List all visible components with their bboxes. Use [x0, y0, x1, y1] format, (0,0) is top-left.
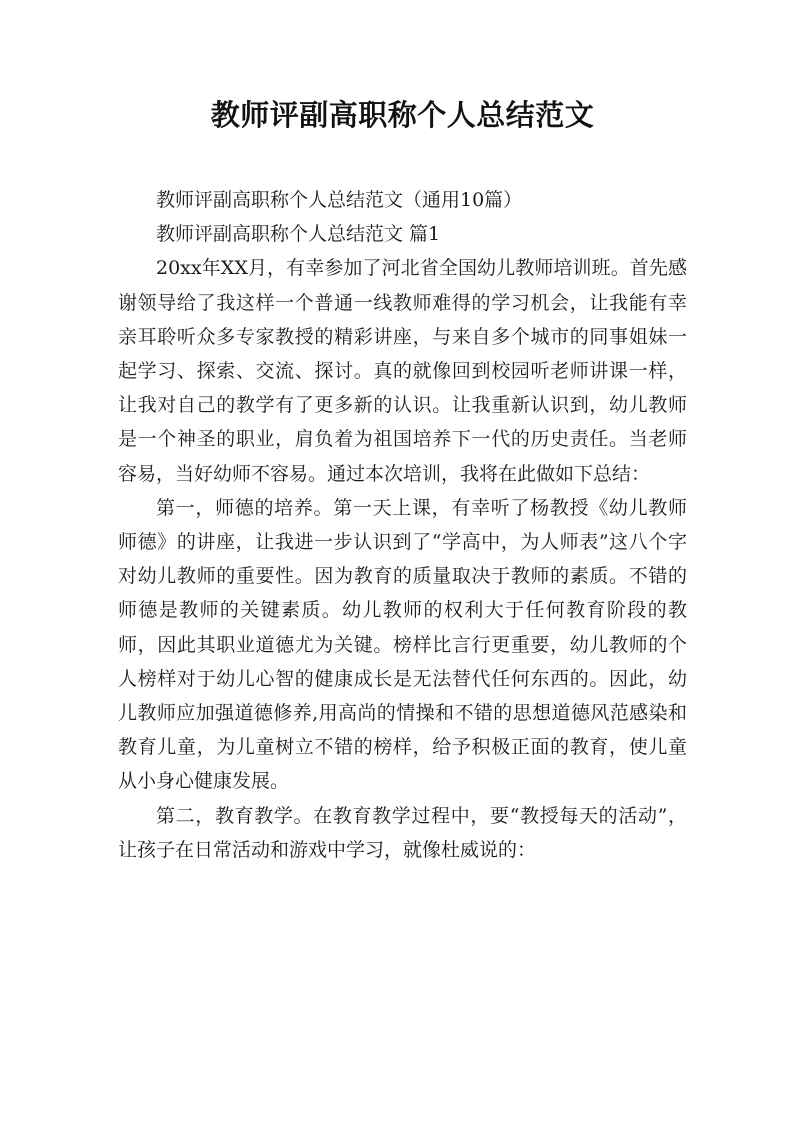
body-paragraph: 第二，教育教学。在教育教学过程中，要“教授每天的活动”，让孩子在日常活动和游戏中学习，就像杜威说的：: [118, 804, 687, 861]
subtitle-paragraph: 教师评副高职称个人总结范文（通用10篇）: [156, 189, 523, 211]
section-heading-paragraph: 教师评副高职称个人总结范文 篇1: [156, 223, 441, 246]
document-title: 教师评副高职称个人总结范文: [210, 98, 595, 132]
document-body: [118, 183, 687, 867]
body-paragraph: 20xx年XX月，有幸参加了河北省全国幼儿教师培训班。首先感谢领导给了我这样一个普通一线教师难得的学习机会，让我能有幸亲耳聆听众多专家教授的精彩讲座，与来自多个城市的同事姐妹一起学习、探索、交流、探讨。真的就像回到校园听老师讲课一样，让我对自己的教学有了更多新的认识。让我重新认识到，幼儿教师是一个神圣的职业，肩负着为祖国培养下一代的历史责任。当老师容易，当好幼师不容易。通过本次培训，我将在此做如下总结：: [118, 257, 687, 485]
body-paragraph: 第一，师德的培养。第一天上课，有幸听了杨教授《幼儿教师师德》的讲座，让我进一步认识到了“学高中，为人师表”这八个字对幼儿教师的重要性。因为教育的质量取决于教师的素质。不错的师德是教师的关键素质。幼儿教师的权利大于任何教育阶段的教师，因此其职业道德尤为关键。榜样比言行更重要，幼儿教师的个人榜样对于幼儿心智的健康成长是无法替代任何东西的。因此，幼儿教师应加强道德修养,用高尚的情操和不错的思想道德风范感染和教育儿童，为儿童树立不错的榜样，给予积极正面的教育，使儿童从小身心健康发展。: [118, 496, 687, 793]
